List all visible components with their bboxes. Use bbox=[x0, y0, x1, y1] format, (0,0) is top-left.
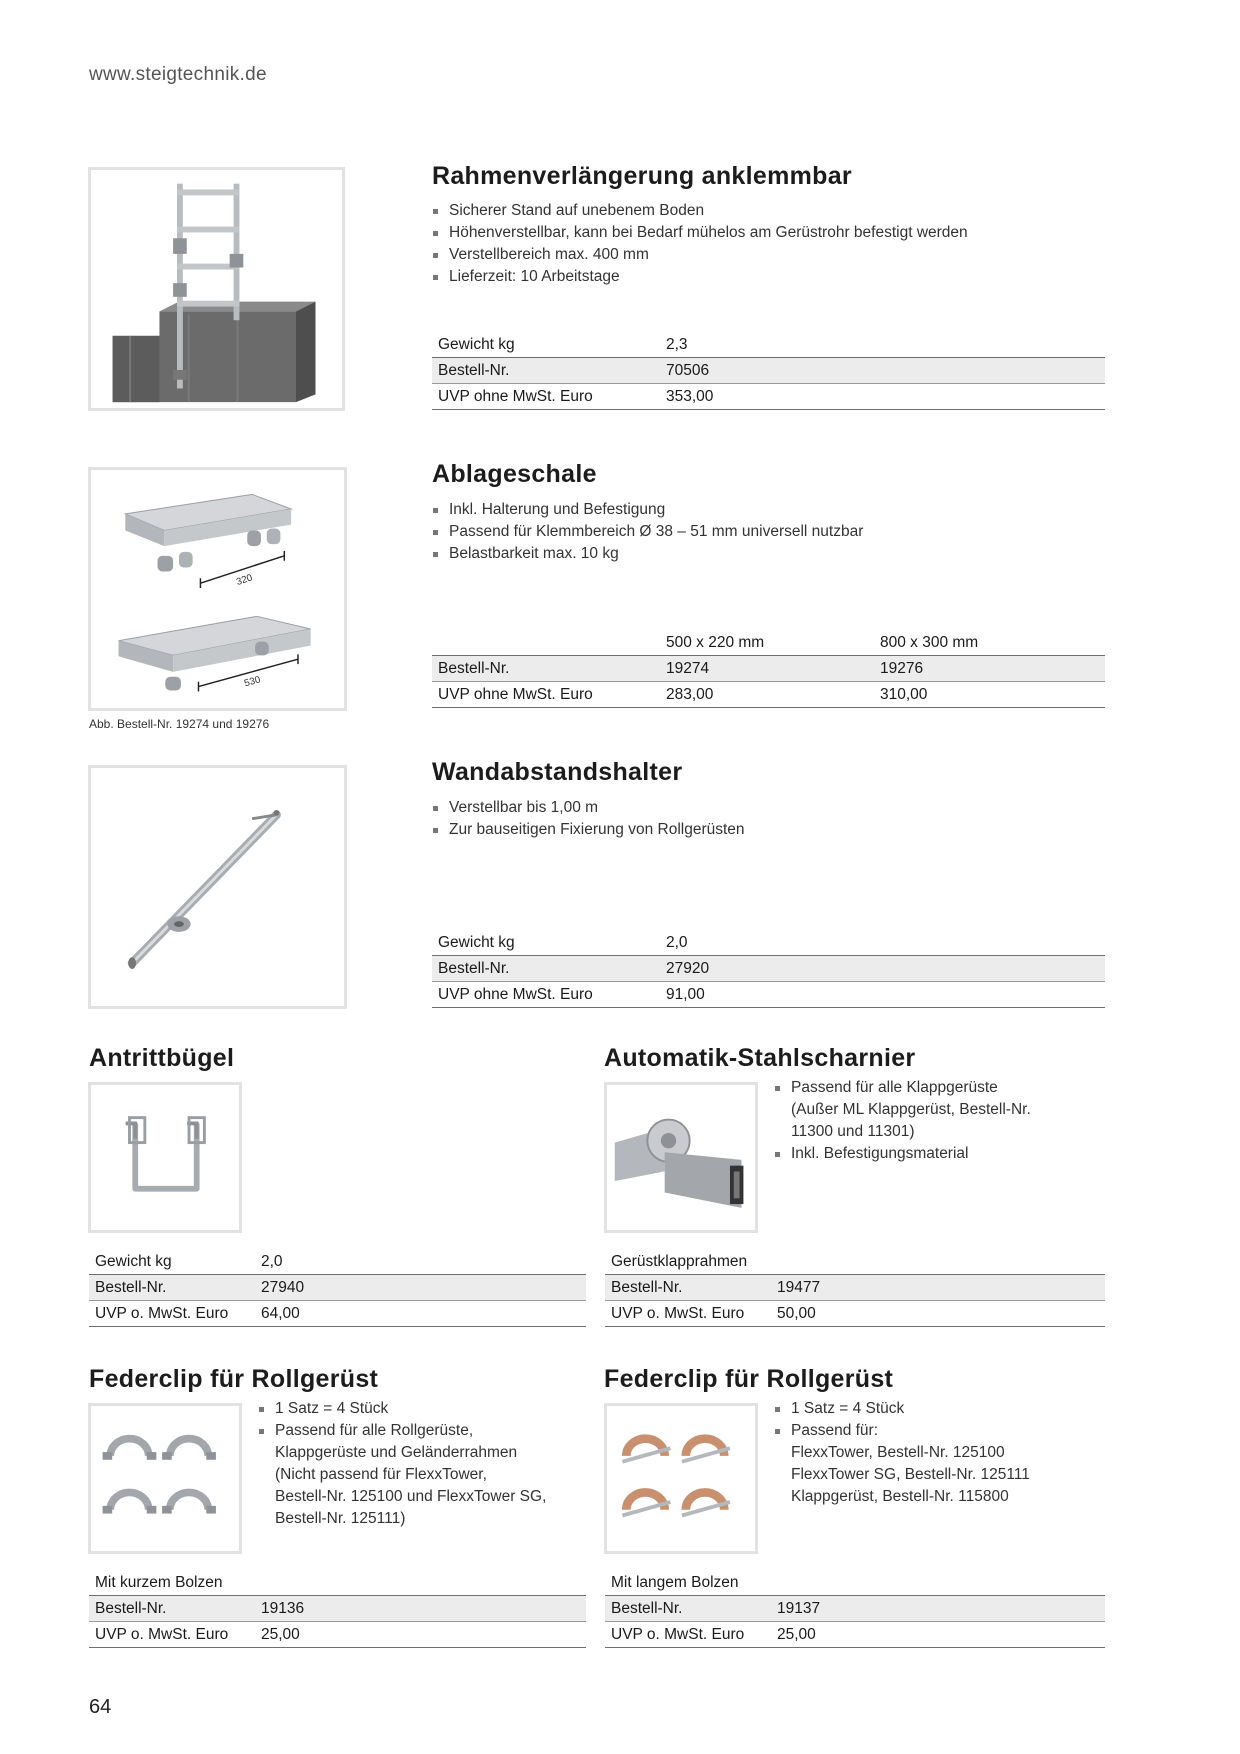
spec-label: Gewicht kg bbox=[432, 930, 660, 956]
spec-label: Bestell-Nr. bbox=[605, 1596, 771, 1622]
spring-clip-copper-illustration bbox=[607, 1406, 755, 1551]
product-image-rahmenverlaengerung bbox=[88, 167, 345, 411]
spec-value: 2,3 bbox=[660, 332, 1105, 358]
step-bracket-illustration bbox=[91, 1085, 239, 1230]
bullet-continuation bbox=[258, 1442, 546, 1464]
dimension-label-320: 320 bbox=[235, 572, 254, 588]
spec-header: Mit kurzem Bolzen bbox=[89, 1570, 586, 1596]
bullet-item: Höhenverstellbar, kann bei Bedarf mühelos am Gerüstrohr befestigt werden bbox=[432, 222, 968, 244]
bullet-continuation-text: Bestell-Nr. 125100 und FlexxTower SG, bbox=[275, 1488, 547, 1505]
bullet-item: 1 Satz = 4 Stück bbox=[774, 1398, 1030, 1420]
spec-table-rahmenverlaengerung bbox=[432, 332, 1105, 410]
frame-extension-illustration bbox=[91, 170, 342, 408]
spec-label: Bestell-Nr. bbox=[432, 358, 660, 384]
title-federclip-kurz: Federclip für Rollgerüst bbox=[89, 1365, 379, 1393]
spring-clip-silver-illustration bbox=[91, 1406, 239, 1551]
bullet-continuation bbox=[774, 1099, 1031, 1121]
spec-label: UVP o. MwSt. Euro bbox=[89, 1622, 255, 1648]
spec-value: 27920 bbox=[660, 956, 1105, 982]
tray-illustration bbox=[91, 470, 344, 708]
bullet-continuation-text: (Nicht passend für FlexxTower, bbox=[275, 1466, 487, 1483]
bullet-continuation-text: FlexxTower, Bestell-Nr. 125100 bbox=[791, 1444, 1005, 1461]
spec-label: Gewicht kg bbox=[89, 1249, 255, 1275]
spec-value: 19276 bbox=[874, 656, 1105, 682]
spec-table-ablageschale bbox=[432, 630, 1105, 708]
spec-label: Gewicht kg bbox=[432, 332, 660, 358]
spec-value: 283,00 bbox=[660, 682, 874, 708]
spec-value: 19137 bbox=[771, 1596, 1105, 1622]
spec-label: UVP ohne MwSt. Euro bbox=[432, 384, 660, 410]
spec-label: Bestell-Nr. bbox=[432, 956, 660, 982]
spec-label: UVP ohne MwSt. Euro bbox=[432, 682, 660, 708]
bullet-continuation bbox=[774, 1442, 1030, 1464]
spec-table-federclip-lang bbox=[605, 1570, 1105, 1648]
image-caption: Abb. Bestell-Nr. 19274 und 19276 bbox=[89, 717, 270, 731]
wall-spacer-illustration bbox=[91, 768, 344, 1006]
bullet-item: Verstellbereich max. 400 mm bbox=[432, 244, 968, 266]
bullet-continuation bbox=[774, 1121, 1031, 1143]
spec-header bbox=[432, 630, 660, 656]
spec-table-federclip-kurz bbox=[89, 1570, 586, 1648]
bullet-item: Inkl. Befestigungsmaterial bbox=[774, 1143, 1031, 1165]
spec-value: 27940 bbox=[255, 1275, 586, 1301]
spec-value: 310,00 bbox=[874, 682, 1105, 708]
product-image-wandabstandshalter bbox=[88, 765, 347, 1009]
spec-value: 25,00 bbox=[255, 1622, 586, 1648]
bullet-continuation-text: FlexxTower SG, Bestell-Nr. 125111 bbox=[791, 1466, 1030, 1483]
spec-value: 25,00 bbox=[771, 1622, 1105, 1648]
bullet-item: Verstellbar bis 1,00 m bbox=[432, 797, 745, 819]
product-image-federclip-lang bbox=[604, 1403, 758, 1554]
spec-table-wandabstandshalter bbox=[432, 930, 1105, 1008]
product-image-antrittbuegel bbox=[88, 1082, 242, 1233]
title-wandabstandshalter: Wandabstandshalter bbox=[432, 758, 683, 786]
spec-header: Gerüstklapprahmen bbox=[605, 1249, 1105, 1275]
bullet-continuation-text: (Außer ML Klappgerüst, Bestell-Nr. bbox=[791, 1101, 1031, 1118]
hinge-illustration bbox=[607, 1085, 755, 1230]
product-image-federclip-kurz bbox=[88, 1403, 242, 1554]
spec-value: 50,00 bbox=[771, 1301, 1105, 1327]
spec-header: 800 x 300 mm bbox=[874, 630, 1105, 656]
product-image-stahlscharnier bbox=[604, 1082, 758, 1233]
spec-value: 64,00 bbox=[255, 1301, 586, 1327]
bullet-continuation-text: Klappgerüste und Geländerrahmen bbox=[275, 1444, 518, 1461]
spec-label: UVP o. MwSt. Euro bbox=[605, 1301, 771, 1327]
bullet-continuation bbox=[774, 1486, 1030, 1508]
title-stahlscharnier: Automatik-Stahlscharnier bbox=[604, 1044, 916, 1072]
spec-value: 91,00 bbox=[660, 982, 1105, 1008]
bullet-item: Passend für alle Rollgerüste, bbox=[258, 1420, 546, 1442]
spec-table-antrittbuegel bbox=[89, 1249, 586, 1327]
bullets-federclip-kurz bbox=[258, 1398, 546, 1530]
bullet-item: Belastbarkeit max. 10 kg bbox=[432, 543, 863, 565]
spec-value: 19274 bbox=[660, 656, 874, 682]
bullets-stahlscharnier bbox=[774, 1077, 1031, 1165]
bullets-wandabstandshalter bbox=[432, 797, 745, 841]
spec-value: 353,00 bbox=[660, 384, 1105, 410]
bullets-rahmenverlaengerung bbox=[432, 200, 968, 288]
bullet-continuation-text: 11300 und 11301) bbox=[791, 1123, 915, 1140]
spec-value: 2,0 bbox=[255, 1249, 586, 1275]
website-url: www.steigtechnik.de bbox=[89, 64, 267, 85]
spec-table-stahlscharnier bbox=[605, 1249, 1105, 1327]
spec-value: 19136 bbox=[255, 1596, 586, 1622]
bullet-continuation bbox=[258, 1508, 546, 1530]
bullet-continuation bbox=[774, 1464, 1030, 1486]
spec-value: 19477 bbox=[771, 1275, 1105, 1301]
title-federclip-lang: Federclip für Rollgerüst bbox=[604, 1365, 894, 1393]
page-number: 64 bbox=[89, 1696, 112, 1718]
bullet-item: Passend für: bbox=[774, 1420, 1030, 1442]
spec-header: Mit langem Bolzen bbox=[605, 1570, 1105, 1596]
title-ablageschale: Ablageschale bbox=[432, 460, 597, 488]
bullet-continuation bbox=[258, 1464, 546, 1486]
spec-value: 70506 bbox=[660, 358, 1105, 384]
bullet-item: Sicherer Stand auf unebenem Boden bbox=[432, 200, 968, 222]
title-rahmenverlaengerung: Rahmenverlängerung anklemmbar bbox=[432, 162, 852, 190]
bullet-item: Passend für alle Klappgerüste bbox=[774, 1077, 1031, 1099]
spec-label: UVP ohne MwSt. Euro bbox=[432, 982, 660, 1008]
spec-label: Bestell-Nr. bbox=[605, 1275, 771, 1301]
bullet-continuation-text: Bestell-Nr. 125111) bbox=[275, 1510, 406, 1527]
spec-label: Bestell-Nr. bbox=[89, 1275, 255, 1301]
title-antrittbuegel: Antrittbügel bbox=[89, 1044, 235, 1072]
spec-header: 500 x 220 mm bbox=[660, 630, 874, 656]
spec-label: UVP o. MwSt. Euro bbox=[89, 1301, 255, 1327]
bullet-item: Inkl. Halterung und Befestigung bbox=[432, 499, 863, 521]
bullet-item: 1 Satz = 4 Stück bbox=[258, 1398, 546, 1420]
bullet-item: Passend für Klemmbereich Ø 38 – 51 mm universell nutzbar bbox=[432, 521, 863, 543]
bullet-continuation-text: Klappgerüst, Bestell-Nr. 115800 bbox=[791, 1488, 1009, 1505]
product-image-ablageschale bbox=[88, 467, 347, 711]
spec-value: 2,0 bbox=[660, 930, 1105, 956]
bullet-item: Zur bauseitigen Fixierung von Rollgerüsten bbox=[432, 819, 745, 841]
bullets-ablageschale bbox=[432, 499, 863, 565]
dimension-label-530: 530 bbox=[243, 674, 262, 690]
spec-label: Bestell-Nr. bbox=[432, 656, 660, 682]
bullets-federclip-lang bbox=[774, 1398, 1030, 1508]
spec-label: Bestell-Nr. bbox=[89, 1596, 255, 1622]
spec-label: UVP o. MwSt. Euro bbox=[605, 1622, 771, 1648]
bullet-item: Lieferzeit: 10 Arbeitstage bbox=[432, 266, 968, 288]
bullet-continuation bbox=[258, 1486, 546, 1508]
